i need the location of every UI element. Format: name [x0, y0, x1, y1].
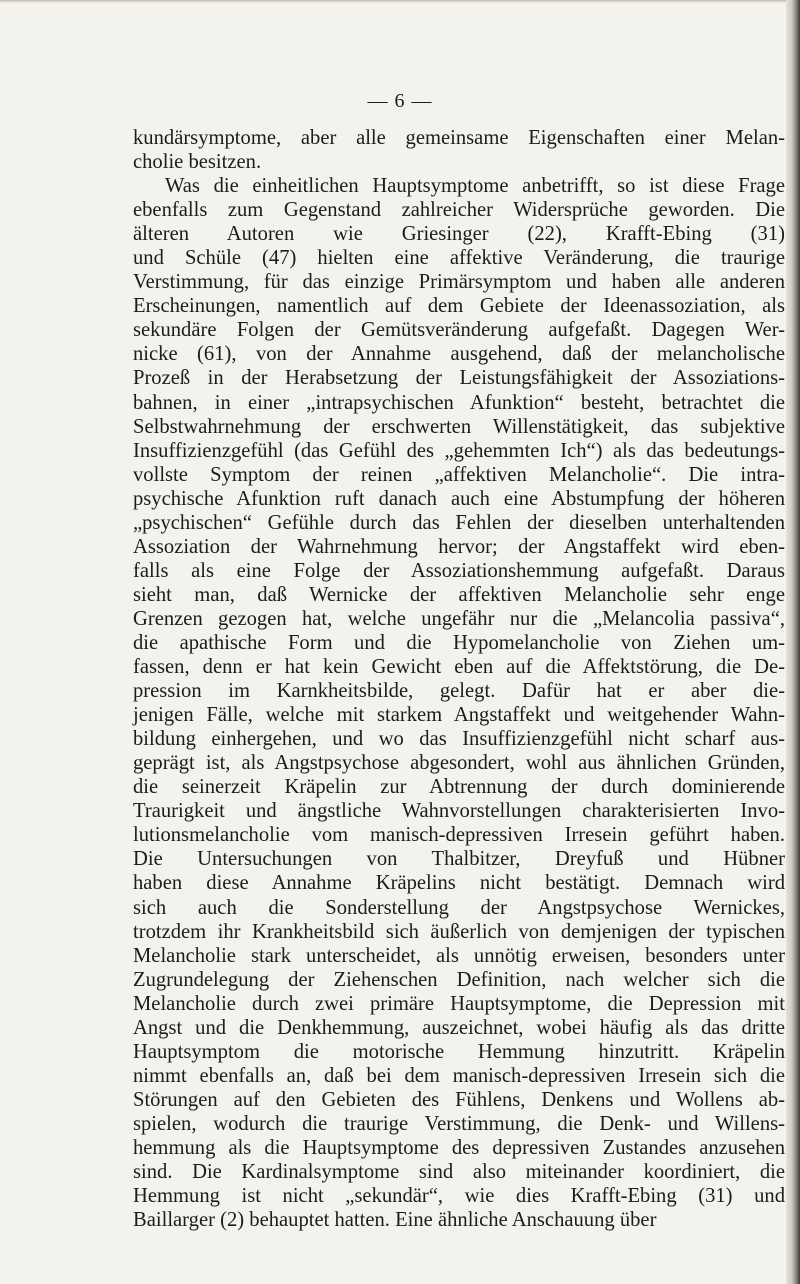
text-line: Baillarger (2) behauptet hatten. Eine ähnliche Anschauung über — [133, 1209, 657, 1232]
text-line: Grenzen gezogen hat, welche ungefähr nur die „Melancolia passiva“, — [133, 607, 785, 630]
text-line: Assoziation der Wahrnehmung hervor; der Angstaffekt wird eben- — [133, 535, 785, 558]
text-line: älteren Autoren wie Griesinger (22), Krafft-Ebing (31) — [133, 223, 785, 246]
text-line: Melancholie stark unterscheidet, als unnötig erweisen, besonders unter — [133, 944, 785, 967]
text-line: Die Untersuchungen von Thalbitzer, Dreyfuß und Hübner — [133, 848, 785, 871]
text-line: ebenfalls zum Gegenstand zahlreicher Widersprüche geworden. Die — [133, 199, 785, 222]
book-spine-edge — [786, 0, 800, 1284]
text-line: falls als eine Folge der Assoziationshemmung aufgefaßt. Daraus — [133, 559, 785, 582]
text-line: Hauptsymptom die motorische Hemmung hinzutritt. Kräpelin — [133, 1040, 785, 1063]
text-line: Selbstwahrnehmung der erschwerten Willenstätigkeit, das subjektive — [133, 415, 785, 438]
text-line: Erscheinungen, namentlich auf dem Gebiete der Ideenassoziation, als — [133, 295, 785, 318]
page-number: — 6 — — [367, 90, 433, 112]
text-line: Insuffizienzgefühl (das Gefühl des „gehemmten Ich“) als das bedeutungs- — [133, 439, 785, 462]
text-line: Prozeß in der Herabsetzung der Leistungsfähigkeit der Assoziations- — [133, 367, 785, 390]
text-line: sich auch die Sonderstellung der Angstpsychose Wernickes, — [133, 896, 785, 919]
text-line: hemmung als die Hauptsymptome des depressiven Zustandes anzusehen — [133, 1136, 785, 1159]
text-line: lutionsmelancholie vom manisch-depressiven Irresein geführt haben. — [133, 824, 785, 847]
text-line: Störungen auf den Gebieten des Fühlens, Denkens und Wollens ab- — [133, 1088, 785, 1111]
text-line: nicke (61), von der Annahme ausgehend, daß der melancholische — [133, 343, 785, 366]
text-line: bahnen, in einer „intrapsychischen Afunktion“ besteht, betrachtet die — [133, 391, 785, 414]
text-line: psychische Afunktion ruft danach auch eine Abstumpfung der höheren — [133, 487, 785, 510]
text-line: Angst und die Denkhemmung, auszeichnet, wobei häufig als das dritte — [133, 1016, 785, 1039]
text-line: nimmt ebenfalls an, daß bei dem manisch-depressiven Irresein sich die — [133, 1064, 785, 1087]
text-line: geprägt ist, als Angstpsychose abgesondert, wohl aus ähnlichen Gründen, — [133, 752, 785, 775]
text-line: kundärsymptome, aber alle gemeinsame Eigenschaften einer Melan- — [133, 127, 785, 149]
text-line: sieht man, daß Wernicke der affektiven Melancholie sehr enge — [133, 583, 785, 606]
page-top-edge — [0, 0, 800, 3]
text-line: Hemmung ist nicht „sekundär“, wie dies Krafft-Ebing (31) und — [133, 1185, 785, 1208]
text-line: cholie besitzen. — [133, 151, 262, 174]
text-line: fassen, denn er hat kein Gewicht eben auf die Affektstörung, die De- — [133, 656, 785, 679]
text-line: Was die einheitlichen Hauptsymptome anbetrifft, so ist diese Frage — [165, 175, 785, 198]
text-line: bildung einhergehen, und wo das Insuffizienzgefühl nicht scharf aus- — [133, 728, 785, 751]
text-line: vollste Symptom der reinen „affektiven Melancholie“. Die intra- — [133, 463, 785, 486]
text-line: Verstimmung, für das einzige Primärsymptom und haben alle anderen — [133, 271, 785, 294]
text-line: „psychischen“ Gefühle durch das Fehlen der dieselben unterhaltenden — [133, 511, 785, 534]
text-line: Traurigkeit und ängstliche Wahnvorstellungen charakterisierten Invo- — [133, 800, 785, 823]
text-line: spielen, wodurch die traurige Verstimmung, die Denk- und Willens- — [133, 1112, 785, 1135]
text-line: haben diese Annahme Kräpelins nicht bestätigt. Demnach wird — [133, 872, 785, 895]
text-line: sekundäre Folgen der Gemütsveränderung aufgefaßt. Dagegen Wer- — [133, 319, 785, 342]
text-line: Zugrundelegung der Ziehenschen Definition, nach welcher sich die — [133, 968, 785, 991]
text-line: die seinerzeit Kräpelin zur Abtrennung der durch dominierende — [133, 776, 785, 799]
body-text — [133, 126, 785, 1232]
text-line: Melancholie durch zwei primäre Hauptsymptome, die Depression mit — [133, 992, 785, 1015]
text-line: die apathische Form und die Hypomelancholie von Ziehen um- — [133, 631, 785, 654]
text-line: pression im Karnkheitsbilde, gelegt. Dafür hat er aber die- — [133, 680, 785, 703]
text-line: jenigen Fälle, welche mit starkem Angstaffekt und weitgehender Wahn- — [133, 704, 785, 727]
text-line: sind. Die Kardinalsymptome sind also miteinander koordiniert, die — [133, 1161, 785, 1184]
text-line: und Schüle (47) hielten eine affektive Veränderung, die traurige — [133, 247, 785, 270]
text-line: trotzdem ihr Krankheitsbild sich äußerlich von demjenigen der typischen — [133, 920, 785, 943]
